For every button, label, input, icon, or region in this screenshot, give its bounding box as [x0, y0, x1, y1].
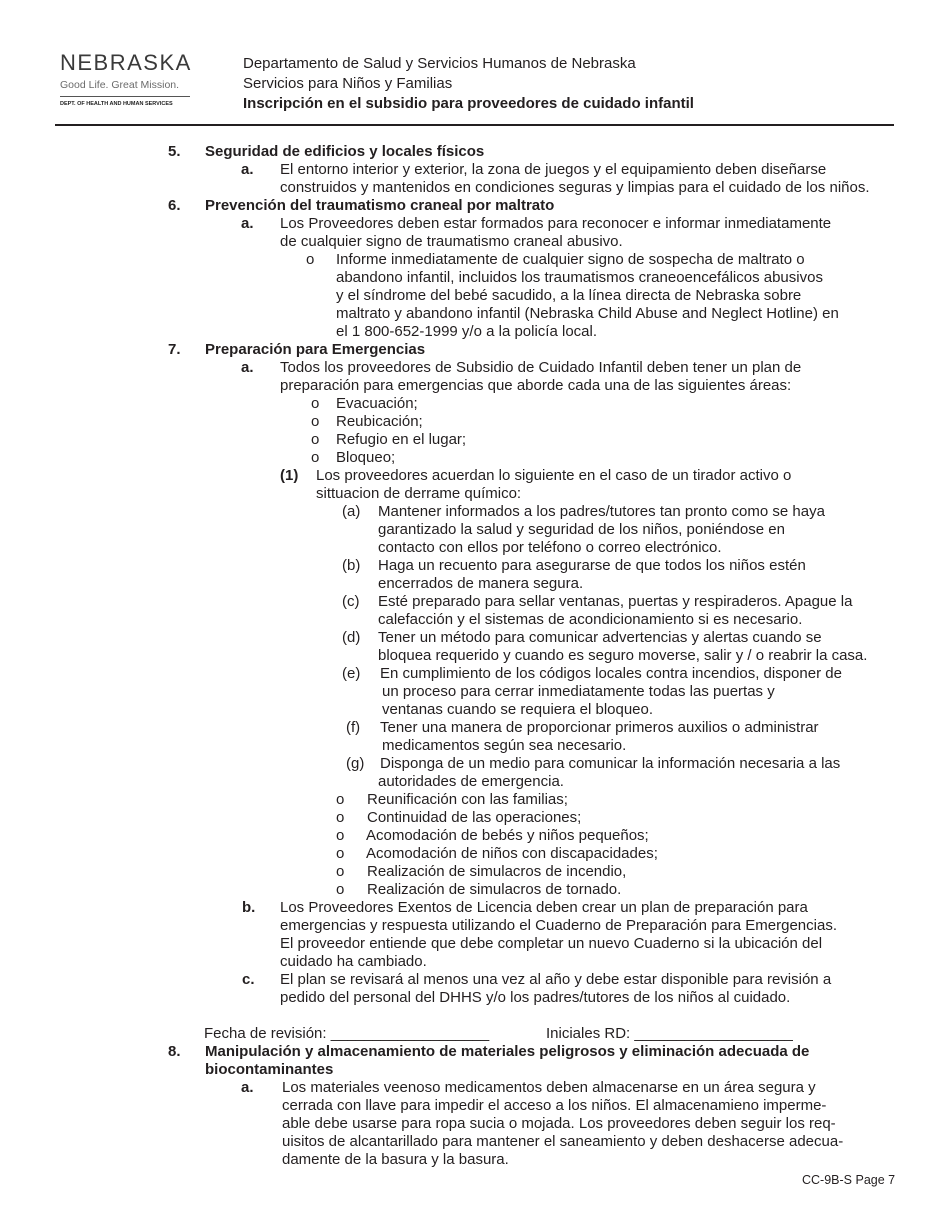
section-5-a-marker: a. — [241, 161, 254, 178]
section-7-b-text: Los Proveedores Exentos de Licencia deben crear un plan de preparación para — [280, 899, 808, 916]
sub-item-marker: (g) — [346, 755, 365, 772]
section-7-a-marker: a. — [241, 359, 254, 376]
section-8-a-text: uisitos de alcantarillado para mantener el saneamiento y deben deshacerse adecua- — [282, 1133, 844, 1150]
sub-item-text: Haga un recuento para asegurarse de que todos los niños estén — [378, 557, 806, 574]
sub-item-marker: (d) — [342, 629, 361, 646]
logo-tagline: Good Life. Great Mission. — [60, 79, 180, 91]
logo-department: DEPT. OF HEALTH AND HUMAN SERVICES — [60, 101, 173, 107]
section-6-a-text: de cualquier signo de traumatismo craneal abusivo. — [280, 233, 623, 250]
bullet-marker: o — [311, 449, 320, 466]
section-7-c-marker: c. — [242, 971, 255, 988]
bullet-marker: o — [311, 431, 320, 448]
sub-item-marker: (a) — [342, 503, 361, 520]
section-6-title: Prevención del traumatismo craneal por maltrato — [205, 197, 555, 214]
sub-item-marker: (f) — [346, 719, 361, 736]
section-8-a-text: cerrada con llave para impedir el acceso a los niños. El almacenamieno imperme- — [282, 1097, 827, 1114]
bullet-marker: o — [336, 791, 345, 808]
sub-item-text: un proceso para cerrar inmediatamente todas las puertas y — [382, 683, 775, 700]
bullet-marker: o — [336, 863, 345, 880]
section-5-a-text: El entorno interior y exterior, la zona de juegos y el equipamiento deben diseñarse — [280, 161, 827, 178]
section-8-title: Manipulación y almacenamiento de materiales peligrosos y eliminación adecuada de — [205, 1043, 810, 1060]
section-8-a-text: damente de la basura y la basura. — [282, 1151, 509, 1168]
logo-divider — [60, 96, 190, 97]
area-item: Continuidad de las operaciones; — [367, 809, 582, 826]
section-6-number: 6. — [168, 197, 181, 214]
review-date-field[interactable]: Fecha de revisión: ___________________ — [204, 1025, 490, 1042]
section-6-bullet-text: el 1 800-652-1999 y/o a la policía local. — [336, 323, 598, 340]
area-item: Evacuación; — [336, 395, 418, 412]
sub-item-text: En cumplimiento de los códigos locales contra incendios, disponer de — [380, 665, 842, 682]
sub-item-text: Disponga de un medio para comunicar la información necesaria a las — [380, 755, 841, 772]
section-7-b-marker: b. — [242, 899, 256, 916]
section-7-b-text: emergencias y respuesta utilizando el Cuaderno de Preparación para Emergencias. — [280, 917, 837, 934]
section-5-a-text: construidos y mantenidos en condiciones seguras y limpias para el cuidado de los niños. — [280, 179, 870, 196]
section-5-title: Seguridad de edificios y locales físicos — [205, 143, 485, 160]
header-department: Departamento de Salud y Servicios Humanos de Nebraska — [243, 55, 636, 72]
area-item: Realización de simulacros de incendio, — [367, 863, 627, 880]
section-6-bullet-text: abandono infantil, incluidos los traumatismos craneoencefálicos abusivos — [336, 269, 823, 286]
sub-item-text: Tener un método para comunicar advertencias y alertas cuando se — [378, 629, 822, 646]
bullet-marker: o — [306, 251, 315, 268]
area-item: Reunificación con las familias; — [367, 791, 568, 808]
item-1-text: sittuacion de derrame químico: — [316, 485, 522, 502]
section-7-a-text: Todos los proveedores de Subsidio de Cuidado Infantil deben tener un plan de — [280, 359, 802, 376]
sub-item-text: Tener una manera de proporcionar primeros auxilios o administrar — [380, 719, 819, 736]
logo-wordmark: NEBRASKA — [60, 50, 192, 75]
section-7-b-text: El proveedor entiende que debe completar un nuevo Cuaderno si la ubicación del — [280, 935, 823, 952]
sub-item-marker: (e) — [342, 665, 361, 682]
area-item: Acomodación de niños con discapacidades; — [366, 845, 658, 862]
sub-item-text: calefacción y el sistemas de acondicionamiento si es necesario. — [378, 611, 803, 628]
sub-item-text: bloquea requerido y cuando es seguro moverse, salir y / o reabrir la casa. — [378, 647, 868, 664]
section-7-a-text: preparación para emergencias que aborde cada una de las siguientes áreas: — [280, 377, 792, 394]
section-7-number: 7. — [168, 341, 181, 358]
bullet-marker: o — [311, 395, 320, 412]
page-footer: CC-9B-S Page 7 — [802, 1173, 896, 1187]
bullet-marker: o — [311, 413, 320, 430]
bullet-marker: o — [336, 809, 345, 826]
bullet-marker: o — [336, 845, 345, 862]
section-8-a-marker: a. — [241, 1079, 254, 1096]
section-8-a-text: Los materiales veenoso medicamentos deben almacenarse en un área segura y — [282, 1079, 816, 1096]
reviewer-initials-field[interactable]: Iniciales RD: ___________________ — [546, 1025, 793, 1042]
section-8-number: 8. — [168, 1043, 181, 1060]
header-form-title: Inscripción en el subsidio para proveedores de cuidado infantil — [243, 95, 694, 112]
header-divider — [55, 124, 894, 126]
section-6-bullet-text: maltrato y abandono infantil (Nebraska Child Abuse and Neglect Hotline) en — [336, 305, 839, 322]
section-6-bullet-text: Informe inmediatamente de cualquier signo de sospecha de maltrato o — [336, 251, 805, 268]
sub-item-text: encerrados de manera segura. — [378, 575, 584, 592]
sub-item-marker: (b) — [342, 557, 361, 574]
sub-item-text: ventanas cuando se requiera el bloqueo. — [382, 701, 654, 718]
area-item: Reubicación; — [336, 413, 423, 430]
area-item: Bloqueo; — [336, 449, 396, 466]
area-item: Refugio en el lugar; — [336, 431, 467, 448]
sub-item-text: Esté preparado para sellar ventanas, puertas y respiraderos. Apague la — [378, 593, 853, 610]
area-item: Realización de simulacros de tornado. — [367, 881, 622, 898]
section-6-bullet-text: y el síndrome del bebé sacudido, a la línea directa de Nebraska sobre — [336, 287, 802, 304]
bullet-marker: o — [336, 881, 345, 898]
bullet-marker: o — [336, 827, 345, 844]
section-8-a-text: able debe usarse para ropa sucia o mojada. Los proveedores deben seguir los req- — [282, 1115, 836, 1132]
section-7-c-text: pedido del personal del DHHS y/o los padres/tutores de los niños al cuidado. — [280, 989, 791, 1006]
area-item: Acomodación de bebés y niños pequeños; — [366, 827, 649, 844]
section-6-a-marker: a. — [241, 215, 254, 232]
sub-item-text: contacto con ellos por teléfono o correo electrónico. — [378, 539, 722, 556]
section-5-number: 5. — [168, 143, 181, 160]
sub-item-text: medicamentos según sea necesario. — [382, 737, 627, 754]
section-7-c-text: El plan se revisará al menos una vez al año y debe estar disponible para revisión a — [280, 971, 832, 988]
section-8-title: biocontaminantes — [205, 1061, 334, 1078]
section-7-title: Preparación para Emergencias — [205, 341, 426, 358]
sub-item-text: garantizado la salud y seguridad de los niños, poniéndose en — [378, 521, 785, 538]
sub-item-text: Mantener informados a los padres/tutores tan pronto como se haya — [378, 503, 825, 520]
header-division: Servicios para Niños y Familias — [243, 75, 453, 92]
section-6-a-text: Los Proveedores deben estar formados para reconocer e informar inmediatamente — [280, 215, 832, 232]
sub-item-marker: (c) — [342, 593, 360, 610]
item-1-marker: (1) — [280, 467, 299, 484]
item-1-text: Los proveedores acuerdan lo siguiente en el caso de un tirador activo o — [316, 467, 792, 484]
section-7-b-text: cuidado ha cambiado. — [280, 953, 427, 970]
sub-item-text: autoridades de emergencia. — [378, 773, 564, 790]
